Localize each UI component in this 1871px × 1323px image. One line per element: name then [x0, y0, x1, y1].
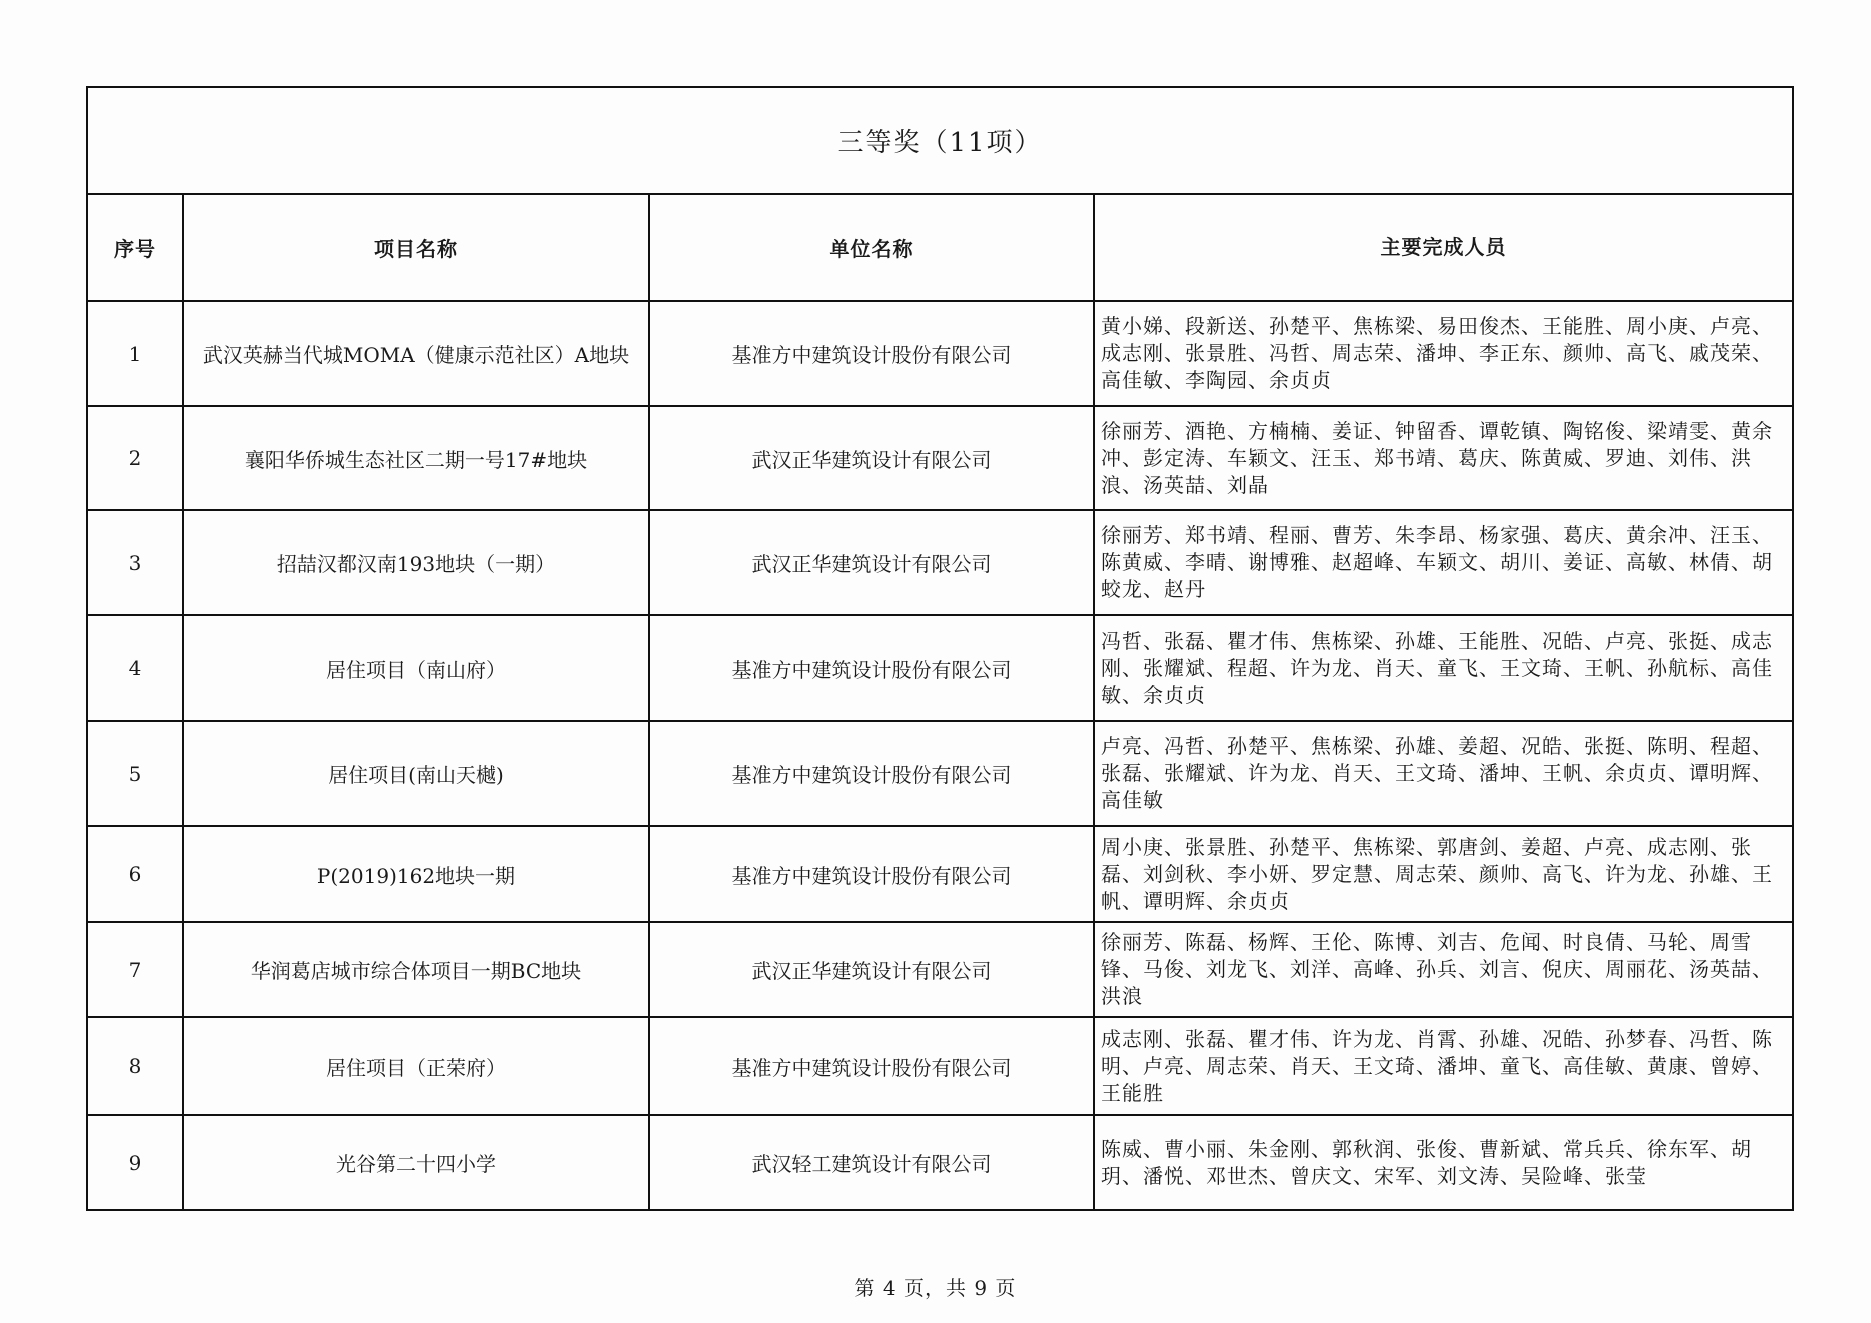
row-personnel: 卢亮、冯哲、孙楚平、焦栋梁、孙雄、姜超、况皓、张挺、陈明、程超、张磊、张耀斌、许为龙、肖天、王文琦、潘坤、王帆、余贞贞、谭明辉、高佳敏 — [1101, 734, 1773, 812]
table-row — [88, 923, 1792, 1018]
section-title: 三等奖（11项） — [88, 88, 1792, 195]
row-index: 1 — [88, 302, 184, 405]
row-unit: 基准方中建筑设计股份有限公司 — [650, 616, 1095, 720]
table-row — [88, 827, 1792, 923]
header-project: 项目名称 — [184, 195, 650, 300]
header-personnel: 主要完成人员 — [1380, 235, 1507, 259]
table-row — [88, 407, 1792, 511]
page-number: 第 4 页，共 9 页 — [854, 1276, 1017, 1300]
row-personnel: 徐丽芳、陈磊、杨辉、王伦、陈博、刘吉、危闻、时良倩、马轮、周雪锋、马俊、刘龙飞、刘洋、高峰、孙兵、刘言、倪庆、周丽花、汤英喆、洪浪 — [1101, 930, 1773, 1008]
row-project: 居住项目(南山天樾) — [184, 722, 650, 825]
table-row — [88, 511, 1792, 616]
row-index: 3 — [88, 511, 184, 614]
table-header-row — [88, 195, 1792, 302]
row-personnel: 徐丽芳、郑书靖、程丽、曹芳、朱李昂、杨家强、葛庆、黄余冲、汪玉、陈黄威、李晴、谢博雅、赵超峰、车颖文、胡川、姜证、高敏、林倩、胡蛟龙、赵丹 — [1101, 523, 1773, 601]
row-index: 5 — [88, 722, 184, 825]
row-project: 华润葛店城市综合体项目一期BC地块 — [184, 923, 650, 1016]
row-personnel: 冯哲、张磊、瞿才伟、焦栋梁、孙雄、王能胜、况皓、卢亮、张挺、成志刚、张耀斌、程超、许为龙、肖天、童飞、王文琦、王帆、孙航标、高佳敏、余贞贞 — [1101, 628, 1773, 707]
row-project: 光谷第二十四小学 — [184, 1116, 650, 1209]
row-personnel: 黄小娣、段新送、孙楚平、焦栋梁、易田俊杰、王能胜、周小庚、卢亮、成志刚、张景胜、冯哲、周志荣、潘坤、李正东、颜帅、高飞、戚茂荣、高佳敏、李陶园、余贞贞 — [1101, 314, 1773, 392]
row-unit: 武汉轻工建筑设计有限公司 — [650, 1116, 1095, 1209]
row-unit: 基准方中建筑设计股份有限公司 — [650, 827, 1095, 921]
row-unit: 武汉正华建筑设计有限公司 — [650, 407, 1095, 509]
table-row — [88, 1116, 1792, 1209]
row-unit: 基准方中建筑设计股份有限公司 — [650, 302, 1095, 405]
header-index: 序号 — [88, 195, 184, 300]
row-personnel: 成志刚、张磊、瞿才伟、许为龙、肖霄、孙雄、况皓、孙梦春、冯哲、陈明、卢亮、周志荣、肖天、王文琦、潘坤、童飞、高佳敏、黄康、曾婷、王能胜 — [1101, 1026, 1773, 1105]
awards-table — [86, 86, 1794, 1211]
row-personnel: 周小庚、张景胜、孙楚平、焦栋梁、郭唐剑、姜超、卢亮、成志刚、张磊、刘剑秋、李小妍、罗定慧、周志荣、颜帅、高飞、许为龙、孙雄、王帆、谭明辉、余贞贞 — [1101, 834, 1773, 913]
row-personnel: 徐丽芳、酒艳、方楠楠、姜证、钟留香、谭乾镇、陶铭俊、梁靖雯、黄余冲、彭定涛、车颖文、汪玉、郑书靖、葛庆、陈黄威、罗迪、刘伟、洪浪、汤英喆、刘晶 — [1101, 418, 1773, 497]
row-project: 居住项目（南山府） — [184, 616, 650, 720]
table-row — [88, 722, 1792, 827]
row-unit: 武汉正华建筑设计有限公司 — [650, 923, 1095, 1016]
table-row — [88, 302, 1792, 407]
row-unit: 基准方中建筑设计股份有限公司 — [650, 1018, 1095, 1114]
row-index: 8 — [88, 1018, 184, 1114]
row-personnel: 陈威、曹小丽、朱金刚、郭秋润、张俊、曹新斌、常兵兵、徐东军、胡玥、潘悦、邓世杰、曾庆文、宋军、刘文涛、吴险峰、张莹 — [1101, 1136, 1752, 1188]
header-unit: 单位名称 — [650, 195, 1095, 300]
row-unit: 基准方中建筑设计股份有限公司 — [650, 722, 1095, 825]
row-project: 武汉英赫当代城MOMA（健康示范社区）A地块 — [184, 302, 650, 405]
table-row — [88, 1018, 1792, 1116]
row-index: 7 — [88, 923, 184, 1016]
row-project: 招喆汉都汉南193地块（一期） — [184, 511, 650, 614]
row-index: 9 — [88, 1116, 184, 1209]
table-row — [88, 616, 1792, 722]
row-index: 4 — [88, 616, 184, 720]
row-project: 居住项目（正荣府） — [184, 1018, 650, 1114]
row-project: P(2019)162地块一期 — [184, 827, 650, 921]
row-unit: 武汉正华建筑设计有限公司 — [650, 511, 1095, 614]
row-project: 襄阳华侨城生态社区二期一号17#地块 — [184, 407, 650, 509]
row-index: 2 — [88, 407, 184, 509]
row-index: 6 — [88, 827, 184, 921]
